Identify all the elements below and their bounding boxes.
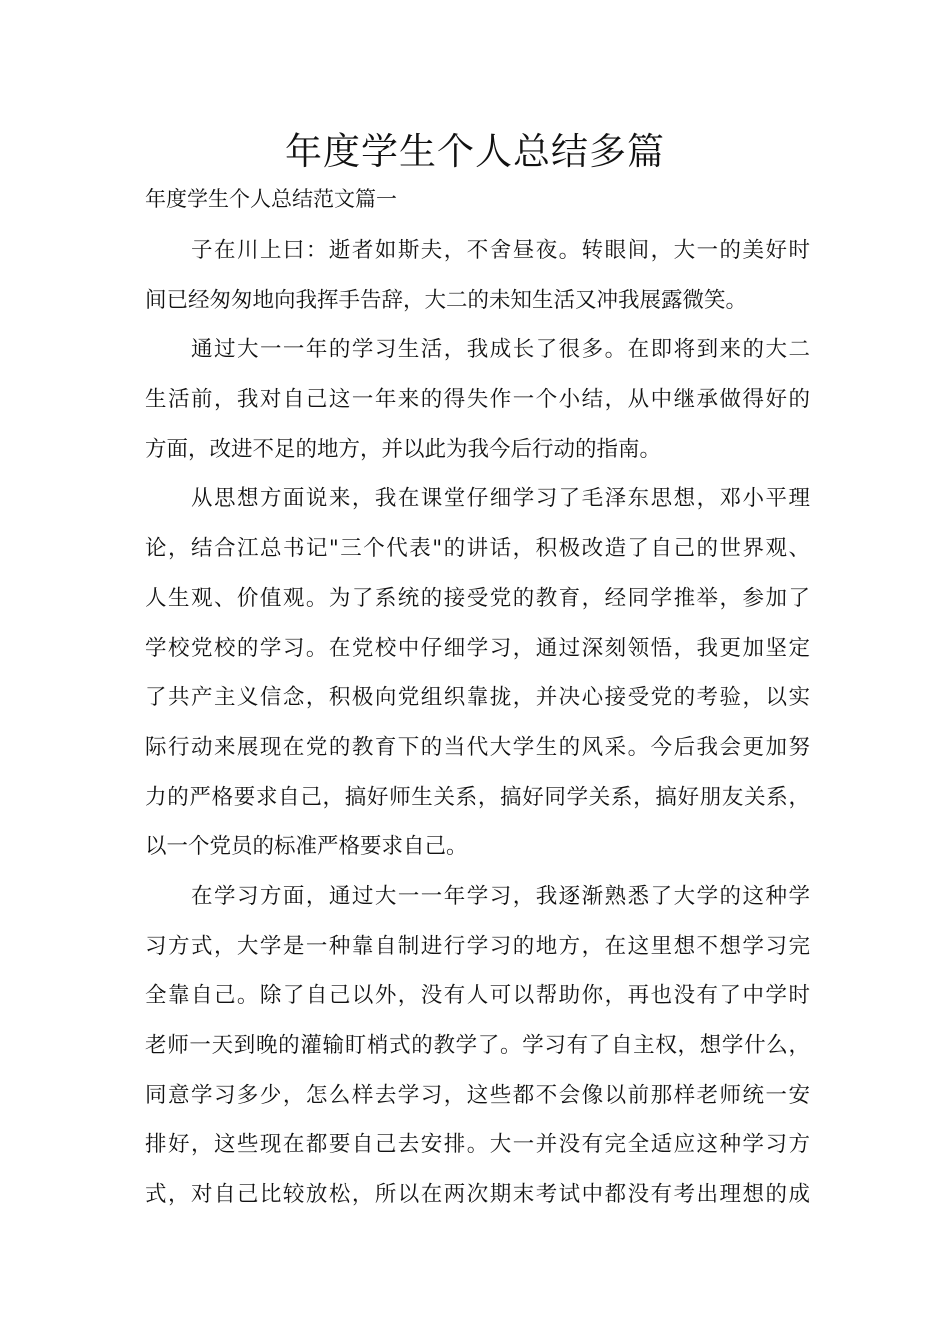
paragraph: [145, 878, 810, 1226]
paragraph-line: 排好，这些现在都要自己去安排。大一并没有完全适应这种学习方: [145, 1132, 810, 1158]
paragraph-line: 同意学习多少，怎么样去学习，这些都不会像以前那样老师统一安: [145, 1082, 810, 1108]
document-title: 年度学生个人总结多篇: [285, 130, 665, 173]
document-body: [145, 232, 810, 1226]
paragraph-line: 生活前，我对自己这一年来的得失作一个小结，从中继承做得好的: [145, 387, 810, 413]
paragraph-line: 老师一天到晚的灌输盯梢式的教学了。学习有了自主权，想学什么，: [145, 1033, 810, 1058]
paragraph-line: 全靠自己。除了自己以外，没有人可以帮助你，再也没有了中学时: [145, 983, 810, 1009]
paragraph: [145, 480, 810, 878]
paragraph-line: 方面，改进不足的地方，并以此为我今后行动的指南。: [145, 436, 662, 462]
paragraph: [145, 232, 810, 331]
paragraph-line: 式，对自己比较放松，所以在两次期末考试中都没有考出理想的成: [145, 1182, 810, 1208]
paragraph: [145, 331, 810, 480]
paragraph-line: 间已经匆匆地向我挥手告辞，大二的未知生活又冲我展露微笑。: [145, 287, 748, 313]
paragraph-line: 以一个党员的标准严格要求自己。: [145, 834, 468, 860]
paragraph-line: 习方式，大学是一种靠自制进行学习的地方，在这里想不想学习完: [145, 933, 810, 959]
paragraph-line: 力的严格要求自己，搞好师生关系，搞好同学关系，搞好朋友关系，: [145, 784, 810, 810]
paragraph-line: 学校党校的学习。在党校中仔细学习，通过深刻领悟，我更加坚定: [145, 635, 810, 661]
document-subtitle: 年度学生个人总结范文篇一: [145, 187, 397, 211]
paragraph-line: 子在川上曰：逝者如斯夫，不舍昼夜。转眼间，大一的美好时: [191, 238, 810, 263]
paragraph-line: 通过大一一年的学习生活，我成长了很多。在即将到来的大二: [191, 337, 810, 363]
paragraph-line: 了共产主义信念，积极向党组织靠拢，并决心接受党的考验，以实: [145, 685, 810, 711]
paragraph-line: 人生观、价值观。为了系统的接受党的教育，经同学推举，参加了: [145, 585, 810, 611]
paragraph-line: 际行动来展现在党的教育下的当代大学生的风采。今后我会更加努: [145, 734, 810, 760]
paragraph-line: 在学习方面，通过大一一年学习，我逐渐熟悉了大学的这种学: [191, 883, 810, 909]
paragraph-line: 论，结合江总书记"三个代表"的讲话，积极改造了自己的世界观、: [145, 536, 810, 562]
paragraph-line: 从思想方面说来，我在课堂仔细学习了毛泽东思想，邓小平理: [191, 486, 810, 512]
